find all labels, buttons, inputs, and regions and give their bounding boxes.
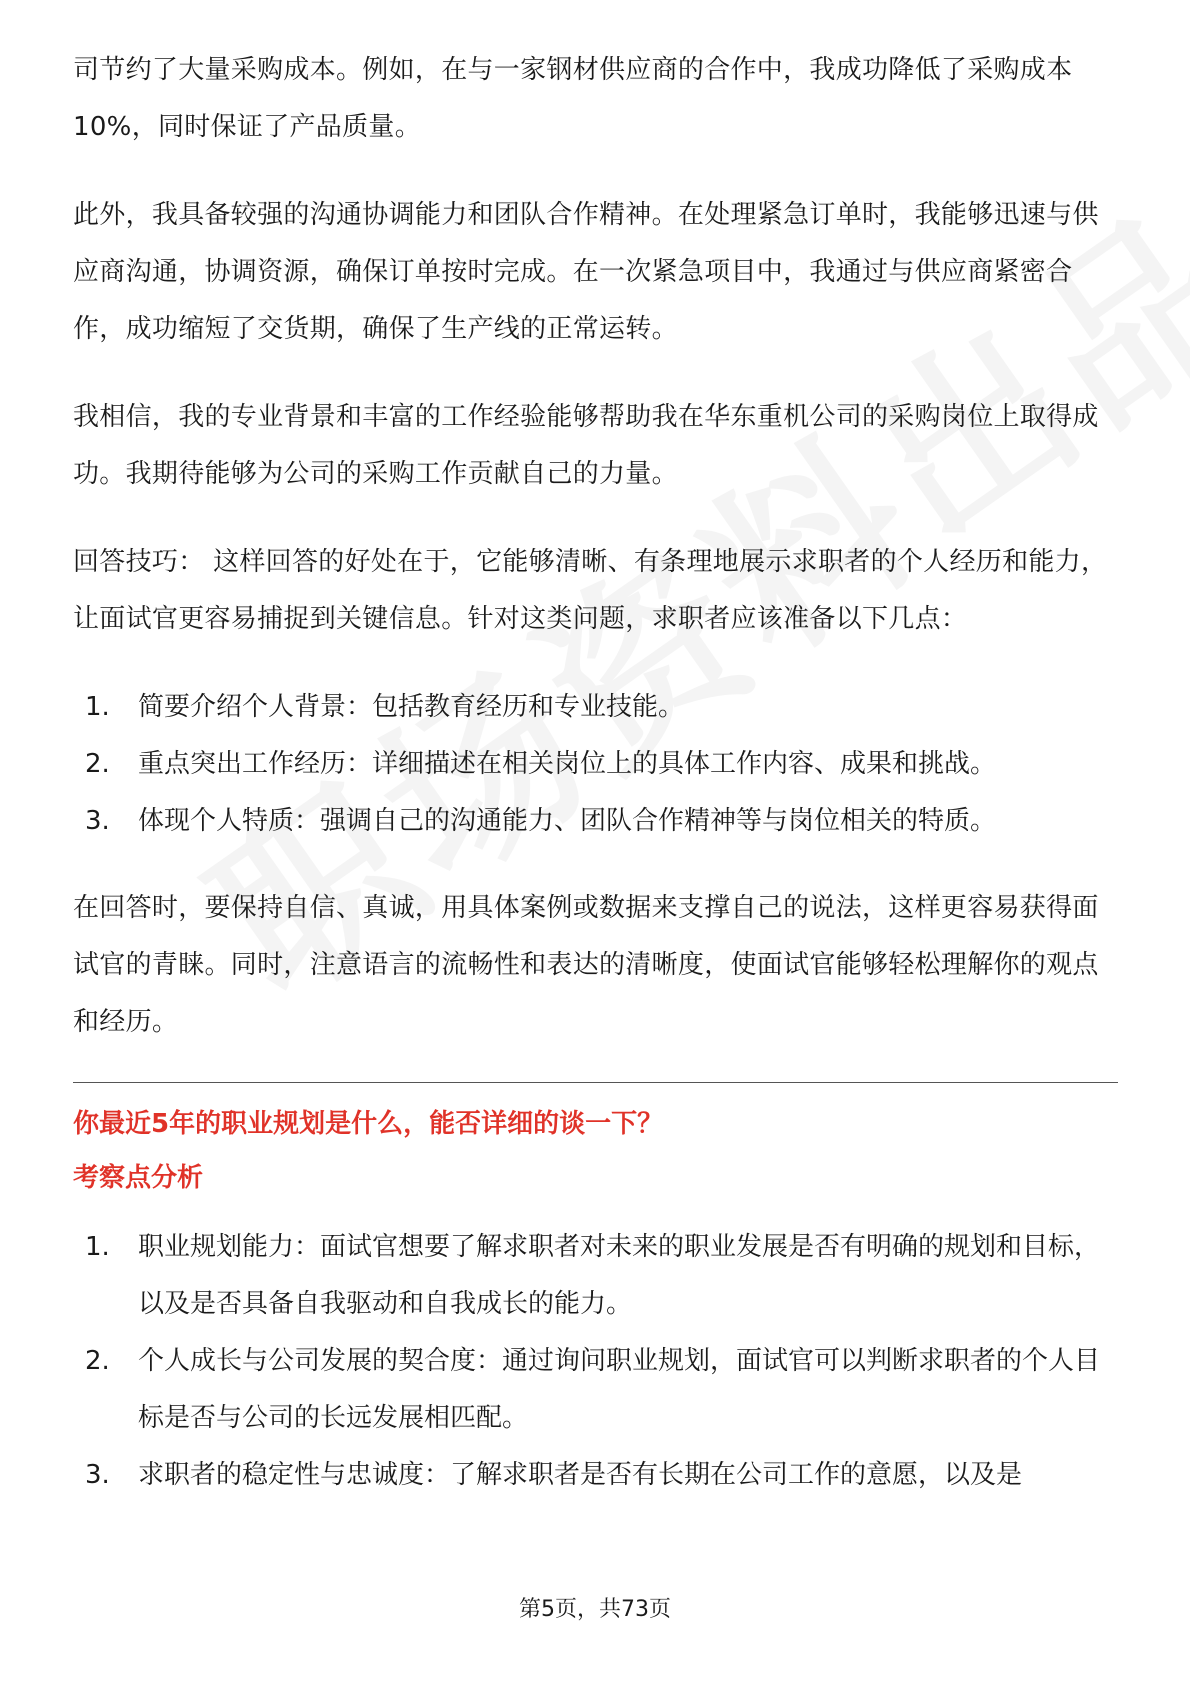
list-item-text: 求职者的稳定性与忠诚度：了解求职者是否有长期在公司工作的意愿，以及是 xyxy=(138,1460,1023,1490)
list-item-text: 简要介绍个人背景：包括教育经历和专业技能。 xyxy=(138,692,685,722)
list-item-number: 2. xyxy=(85,1346,110,1376)
document-body xyxy=(73,42,1118,1534)
analysis-list xyxy=(73,1219,1118,1504)
list-item xyxy=(85,1219,1118,1333)
list-item xyxy=(85,793,1118,850)
list-item-number: 2. xyxy=(85,749,110,779)
answer-tips-paragraph: 回答技巧： 这样回答的好处在于，它能够清晰、有条理地展示求职者的个人经历和能力，让面试官更容易捕捉到关键信息。针对这类问题，求职者应该准备以下几点： xyxy=(73,547,1108,634)
list-item-text: 个人成长与公司发展的契合度：通过询问职业规划，面试官可以判断求职者的个人目标是否与公司的长远发展相匹配。 xyxy=(138,1346,1101,1433)
list-item-text: 职业规划能力：面试官想要了解求职者对未来的职业发展是否有明确的规划和目标，以及是否具备自我驱动和自我成长的能力。 xyxy=(138,1232,1101,1319)
section-divider xyxy=(73,1082,1118,1083)
list-item-number: 3. xyxy=(85,806,110,836)
paragraph-2: 此外，我具备较强的沟通协调能力和团队合作精神。在处理紧急订单时，我能够迅速与供应商沟通，协调资源，确保订单按时完成。在一次紧急项目中，我通过与供应商紧密合作，成功缩短了交货期，确保了生产线的正常运转。 xyxy=(73,200,1099,344)
page-number-footer: 第5页，共73页 xyxy=(519,1597,671,1622)
list-item-number: 3. xyxy=(85,1460,110,1490)
list-item-number: 1. xyxy=(85,1232,110,1262)
list-item xyxy=(85,1447,1118,1504)
list-item xyxy=(85,679,1118,736)
analysis-heading: 考察点分析 xyxy=(73,1163,204,1193)
question-heading: 你最近5年的职业规划是什么，能否详细的谈一下？ xyxy=(73,1109,664,1139)
list-item xyxy=(85,1333,1118,1447)
list-item-text: 体现个人特质：强调自己的沟通能力、团队合作精神等与岗位相关的特质。 xyxy=(138,806,997,836)
paragraph-3: 我相信，我的专业背景和丰富的工作经验能够帮助我在华东重机公司的采购岗位上取得成功。我期待能够为公司的采购工作贡献自己的力量。 xyxy=(73,402,1099,489)
list-item xyxy=(85,736,1118,793)
tips-list xyxy=(73,679,1118,850)
list-item-number: 1. xyxy=(85,692,110,722)
closing-paragraph: 在回答时，要保持自信、真诚，用具体案例或数据来支撑自己的说法，这样更容易获得面试官的青睐。同时，注意语言的流畅性和表达的清晰度，使面试官能够轻松理解你的观点和经历。 xyxy=(73,893,1099,1037)
list-item-text: 重点突出工作经历：详细描述在相关岗位上的具体工作内容、成果和挑战。 xyxy=(138,749,997,779)
paragraph-1: 司节约了大量采购成本。例如，在与一家钢材供应商的合作中，我成功降低了采购成本10%，同时保证了产品质量。 xyxy=(73,55,1073,142)
